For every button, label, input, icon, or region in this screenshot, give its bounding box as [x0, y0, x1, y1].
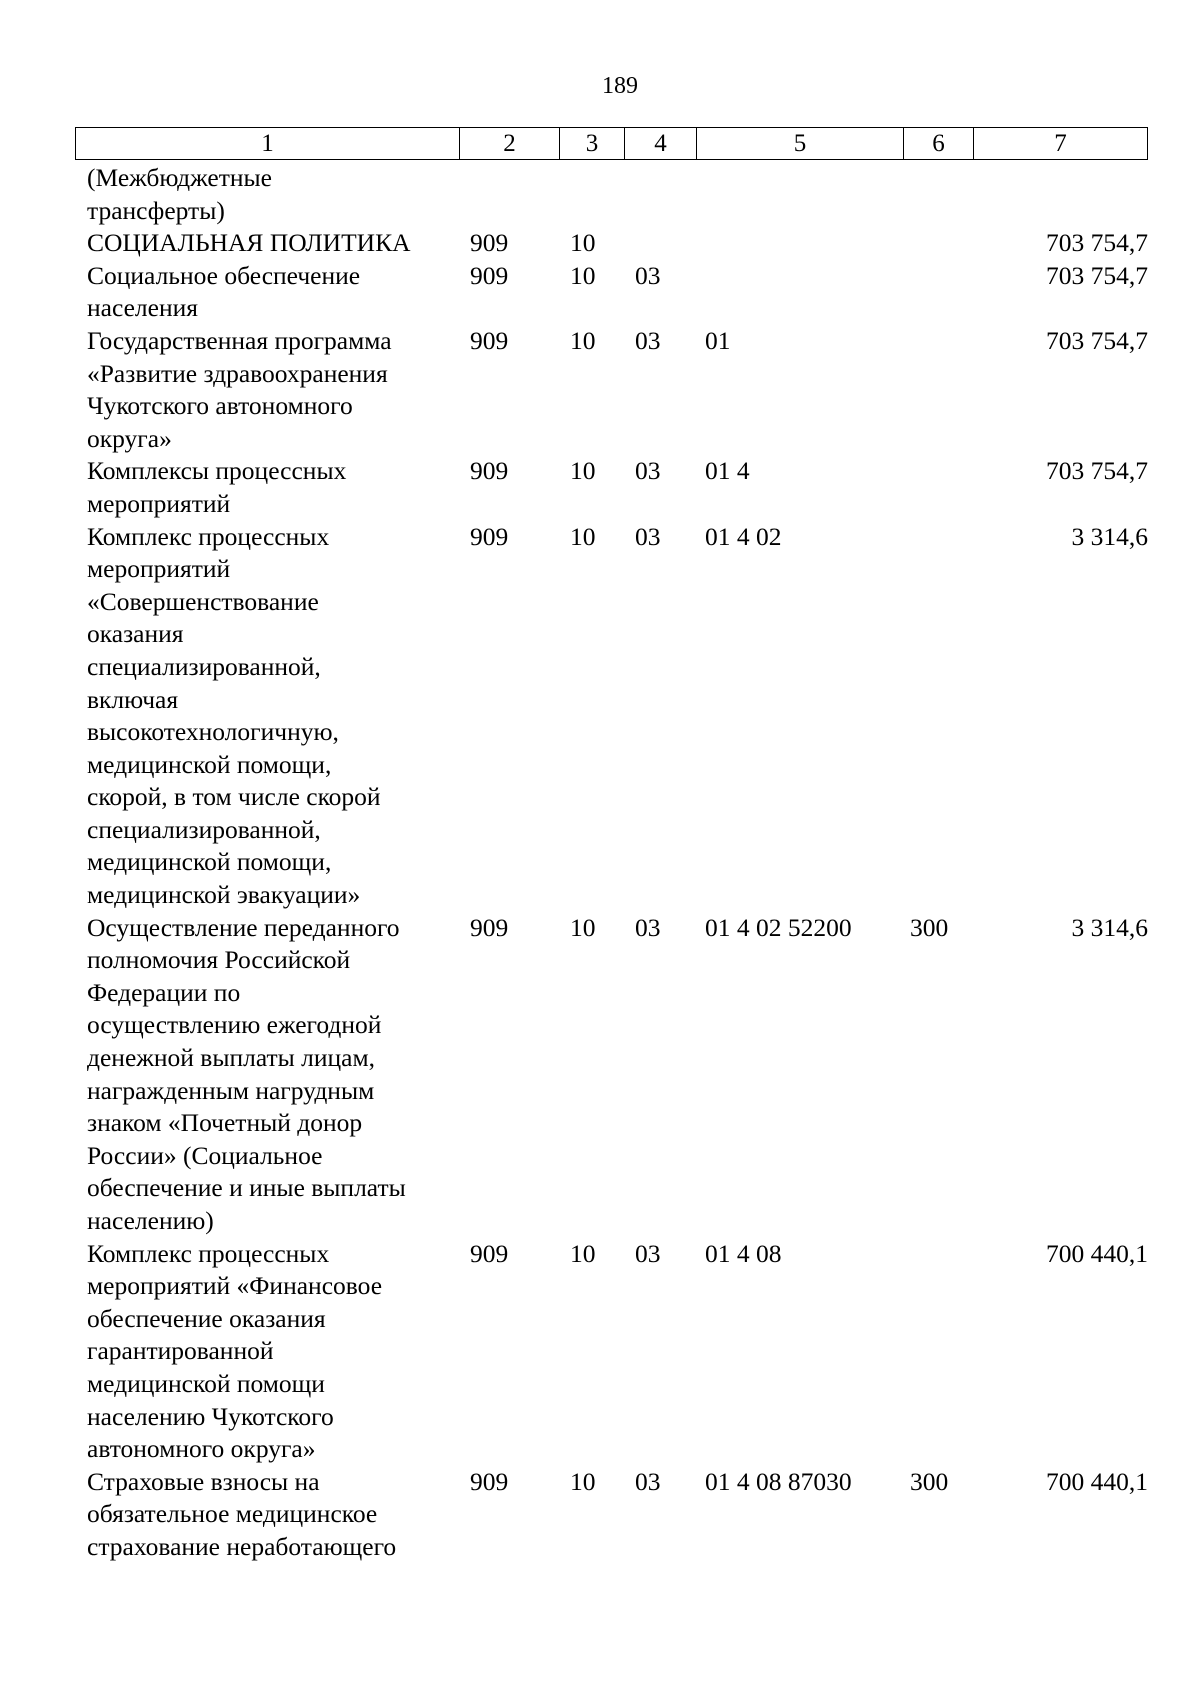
row-amount: 3 314,6: [1071, 521, 1148, 551]
header-col-7: 7: [1054, 130, 1067, 157]
row-name: Страховые взносы на обязательное медицинское страхование неработающего: [87, 1466, 397, 1561]
row-name: Государственная программа «Развитие здравоохранения Чукотского автономного округа»: [87, 325, 392, 453]
row-col-6: [910, 162, 990, 227]
row-amount: 700 440,1: [1046, 1238, 1148, 1268]
table-row: [75, 1238, 1148, 1466]
row-col-5: 01 4: [705, 456, 750, 486]
row-col-3: 10: [570, 456, 596, 486]
row-col-3: 10: [570, 1466, 596, 1496]
row-col-6: [910, 521, 990, 912]
row-name: Комплекс процессных мероприятий «Совершенствование оказания специализированной, включая высокотехнологичную, медицинской помощи, скорой, в том числе скорой специализированной, медицинской помощи, медицинской эвакуации»: [87, 521, 381, 910]
row-col-4: 03: [635, 521, 661, 551]
header-col-3: 3: [560, 128, 625, 159]
table-row: [75, 325, 1148, 455]
row-col-3: 10: [570, 912, 596, 942]
row-amount: [990, 162, 1148, 227]
table-row: [75, 455, 1148, 520]
row-col-3: 10: [570, 228, 596, 258]
page-number: 189: [602, 73, 638, 99]
row-col-2: 909: [470, 1466, 509, 1496]
row-name: СОЦИАЛЬНАЯ ПОЛИТИКА: [87, 228, 411, 258]
row-col-5: 01 4 02 52200: [705, 912, 852, 942]
row-name: (Межбюджетные трансферты): [87, 163, 272, 225]
table-row: [75, 912, 1148, 1238]
row-col-6: [910, 227, 990, 260]
row-col-3: [570, 162, 635, 227]
row-col-2: 909: [470, 456, 509, 486]
table-row: [75, 227, 1148, 260]
row-col-5: 01: [705, 325, 731, 355]
row-col-4: 03: [635, 260, 661, 290]
row-col-3: 10: [570, 521, 596, 551]
row-col-4: 03: [635, 456, 661, 486]
row-col-6: 300: [910, 1466, 949, 1496]
header-col-4: 4: [625, 128, 697, 159]
row-col-6: [910, 1238, 990, 1466]
row-name: Комплекс процессных мероприятий «Финансовое обеспечение оказания гарантированной медицинской помощи населению Чукотского автономного округа»: [87, 1238, 383, 1464]
header-col-6: 6: [904, 128, 974, 159]
row-col-2: [470, 162, 570, 227]
row-col-2: 909: [470, 260, 509, 290]
row-col-2: 909: [470, 521, 509, 551]
row-col-5: 01 4 08: [705, 1238, 782, 1268]
row-col-4: [635, 162, 705, 227]
row-col-2: 909: [470, 912, 509, 942]
row-name: Осуществление переданного полномочия Российской Федерации по осуществлению ежегодной денежной выплаты лицам, награжденным нагрудным знаком «Почетный донор России» (Социальное обеспечение и иные выплаты населению): [87, 912, 406, 1235]
row-col-4: 03: [635, 912, 661, 942]
row-name: Комплексы процессных мероприятий: [87, 456, 347, 518]
row-col-3: 10: [570, 325, 596, 355]
row-amount: 700 440,1: [1046, 1466, 1148, 1496]
table-row: [75, 162, 1148, 227]
row-col-3: 10: [570, 1238, 596, 1268]
row-col-5: 01 4 02: [705, 521, 782, 551]
header-col-2: 2: [460, 128, 560, 159]
table-header: [75, 127, 1148, 160]
row-col-4: [635, 227, 705, 260]
row-col-2: 909: [470, 1238, 509, 1268]
table-row: [75, 1466, 1148, 1564]
row-col-5: [705, 227, 910, 260]
table-row: [75, 521, 1148, 912]
row-amount: 703 754,7: [1046, 228, 1148, 258]
row-amount: 3 314,6: [1071, 912, 1148, 942]
row-col-6: [910, 260, 990, 325]
row-col-5: 01 4 08 87030: [705, 1466, 852, 1496]
header-col-1: 1: [76, 128, 460, 159]
row-col-2: 909: [470, 325, 509, 355]
row-col-5: [705, 162, 910, 227]
row-col-4: 03: [635, 1238, 661, 1268]
table-row: [75, 260, 1148, 325]
row-col-2: 909: [470, 228, 509, 258]
row-col-6: 300: [910, 912, 949, 942]
row-amount: 703 754,7: [1046, 325, 1148, 355]
row-amount: 703 754,7: [1046, 260, 1148, 290]
row-col-4: 03: [635, 325, 661, 355]
row-col-5: [705, 260, 910, 325]
row-col-4: 03: [635, 1466, 661, 1496]
table-body: [75, 162, 1148, 1564]
header-col-5: 5: [697, 128, 904, 159]
row-amount: 703 754,7: [1046, 456, 1148, 486]
row-col-3: 10: [570, 260, 596, 290]
row-col-6: [910, 325, 990, 455]
row-col-6: [910, 455, 990, 520]
row-name: Социальное обеспечение населения: [87, 260, 361, 323]
